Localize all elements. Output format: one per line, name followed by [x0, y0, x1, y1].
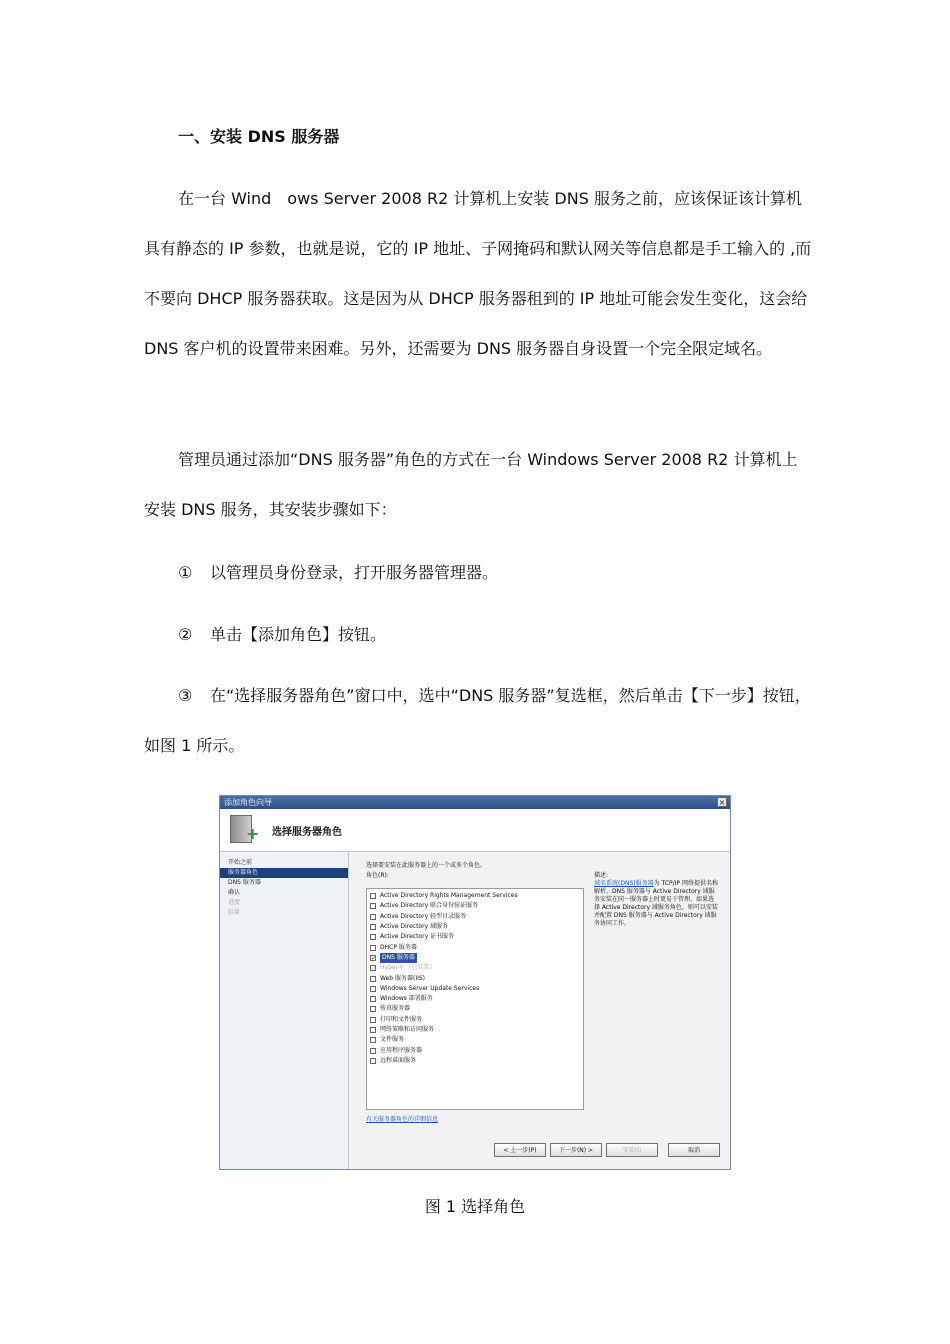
role-checkbox[interactable] — [370, 903, 376, 909]
role-checkbox[interactable] — [370, 986, 376, 992]
banner-title: 选择服务器角色 — [272, 827, 342, 838]
step-1 — [144, 548, 812, 598]
role-item[interactable]: 远程桌面服务 — [370, 1056, 580, 1066]
nav-item-results: 结果 — [228, 909, 241, 916]
roles-list — [366, 888, 584, 1110]
step-3 — [144, 671, 812, 771]
nav-item-dns-server[interactable]: DNS 服务器 — [228, 879, 261, 886]
step-text: 以管理员身份登录，打开服务器管理器。 — [210, 563, 499, 582]
install-button: 安装(I) — [606, 1143, 658, 1157]
cancel-button[interactable]: 取消 — [668, 1143, 720, 1157]
role-checkbox[interactable] — [370, 1037, 376, 1043]
wizard-steps-nav — [220, 852, 349, 1169]
role-item[interactable]: 传真服务器 — [370, 1004, 580, 1014]
role-checkbox[interactable] — [370, 1048, 376, 1054]
roles-instruction: 选择要安装在此服务器上的一个或多个角色。 — [366, 862, 487, 869]
role-item-hyper-v: ✓ Hyper-V （已安装） — [371, 964, 436, 973]
role-item[interactable]: Active Directory 轻型目录服务 — [370, 912, 580, 922]
nav-item-before-you-begin[interactable]: 开始之前 — [228, 859, 253, 866]
wizard-banner — [220, 809, 730, 852]
role-item[interactable]: 打印和文件服务 — [370, 1015, 580, 1025]
role-item[interactable]: 应用程序服务器 — [370, 1045, 580, 1055]
role-checkbox[interactable] — [370, 945, 376, 951]
role-checkbox[interactable] — [370, 976, 376, 982]
nav-item-progress: 进度 — [228, 899, 241, 906]
role-item[interactable]: Windows 部署服务 — [370, 994, 580, 1004]
previous-button[interactable]: < 上一步(P) — [494, 1143, 546, 1157]
role-item-dns-server[interactable]: ✓ DNS 服务器 — [371, 953, 415, 962]
description-title: 描述: — [594, 872, 609, 879]
step-marker: ③ — [178, 686, 193, 705]
window-titlebar — [220, 796, 730, 809]
role-item[interactable]: Web 服务器(IIS) — [370, 973, 580, 983]
add-plus-icon: + — [246, 824, 260, 843]
role-item[interactable]: DHCP 服务器 — [370, 942, 580, 952]
step-2 — [144, 610, 812, 660]
role-checkbox[interactable] — [370, 996, 376, 1002]
figure-caption: 图 1 选择角色 — [424, 1197, 526, 1216]
role-checkbox[interactable] — [370, 1006, 376, 1012]
section-heading: 一、安装 DNS 服务器 — [178, 127, 340, 146]
role-checkbox[interactable] — [370, 934, 376, 940]
step-text: 单击【添加角色】按钮。 — [210, 625, 387, 644]
role-item[interactable]: Active Directory 联合身份验证服务 — [370, 901, 580, 911]
role-checkbox-checked: ✓ — [371, 965, 377, 973]
role-item[interactable]: Active Directory Rights Management Services — [370, 891, 580, 901]
role-checkbox[interactable] — [370, 914, 376, 920]
step-marker: ② — [178, 625, 193, 644]
nav-item-confirmation[interactable]: 确认 — [228, 889, 241, 896]
paragraph-install-intro: 管理员通过添加“DNS 服务器”角色的方式在一台 Windows Server 2008 R2 计算机上安装 DNS 服务，其安装步骤如下： — [144, 450, 798, 519]
wizard-buttons — [494, 1143, 720, 1157]
more-info-link[interactable]: 有关服务器角色的详细信息 — [366, 1116, 439, 1123]
step-marker: ① — [178, 563, 193, 582]
paragraph-static-ip: 在一台 Wind ows Server 2008 R2 计算机上安装 DNS 服务之前，应该保证该计算机具有静态的 IP 参数，也就是说，它的 IP 地址、子网掩码和默认网关等信息都是手工输入的 ,而不要向 DHCP 服务器获取。这是因为从 DHCP 服务器租到的 IP 地址可能会发生变化，这会给 DNS 客户机的设置带来困难。另外，还需要为 DNS 服务器自身设置一个完全限定域名。 — [144, 189, 812, 358]
role-checkbox[interactable] — [370, 893, 376, 899]
role-checkbox[interactable] — [370, 924, 376, 930]
close-icon[interactable]: × — [718, 798, 726, 807]
wizard-content — [366, 860, 720, 1129]
role-checkbox-checked[interactable]: ✓ — [371, 954, 377, 962]
dns-server-link[interactable]: 域名系统(DNS)服务器 — [594, 880, 654, 887]
role-checkbox[interactable] — [370, 1027, 376, 1033]
nav-item-server-roles[interactable]: 服务器角色 — [220, 868, 348, 878]
wizard-screenshot — [219, 795, 731, 1170]
role-item[interactable]: 网络策略和访问服务 — [370, 1025, 580, 1035]
role-checkbox[interactable] — [370, 1017, 376, 1023]
role-description — [594, 872, 718, 928]
next-button[interactable]: 下一步(N) > — [550, 1143, 602, 1157]
description-text: 为 TCP/IP 网络提供名称解析。DNS 服务器与 Active Directory 域服务安装在同一服务器上时更易于管理。如果选择 Active Directory 域服务角色，则可以安装并配置 DNS 服务器与 Active Directory 域服务协同工作。 — [594, 880, 718, 927]
role-item[interactable]: Active Directory 证书服务 — [370, 932, 580, 942]
role-item[interactable]: Active Directory 域服务 — [370, 922, 580, 932]
role-item[interactable]: Windows Server Update Services — [370, 984, 580, 994]
roles-label: 角色(R): — [366, 872, 389, 879]
step-text: 在“选择服务器角色”窗口中，选中“DNS 服务器”复选框，然后单击【下一步】按钮，如图 1 所示。 — [144, 686, 811, 755]
role-checkbox[interactable] — [370, 1058, 376, 1064]
role-item[interactable]: 文件服务 — [370, 1035, 580, 1045]
window-title: 添加角色向导 — [224, 798, 272, 807]
